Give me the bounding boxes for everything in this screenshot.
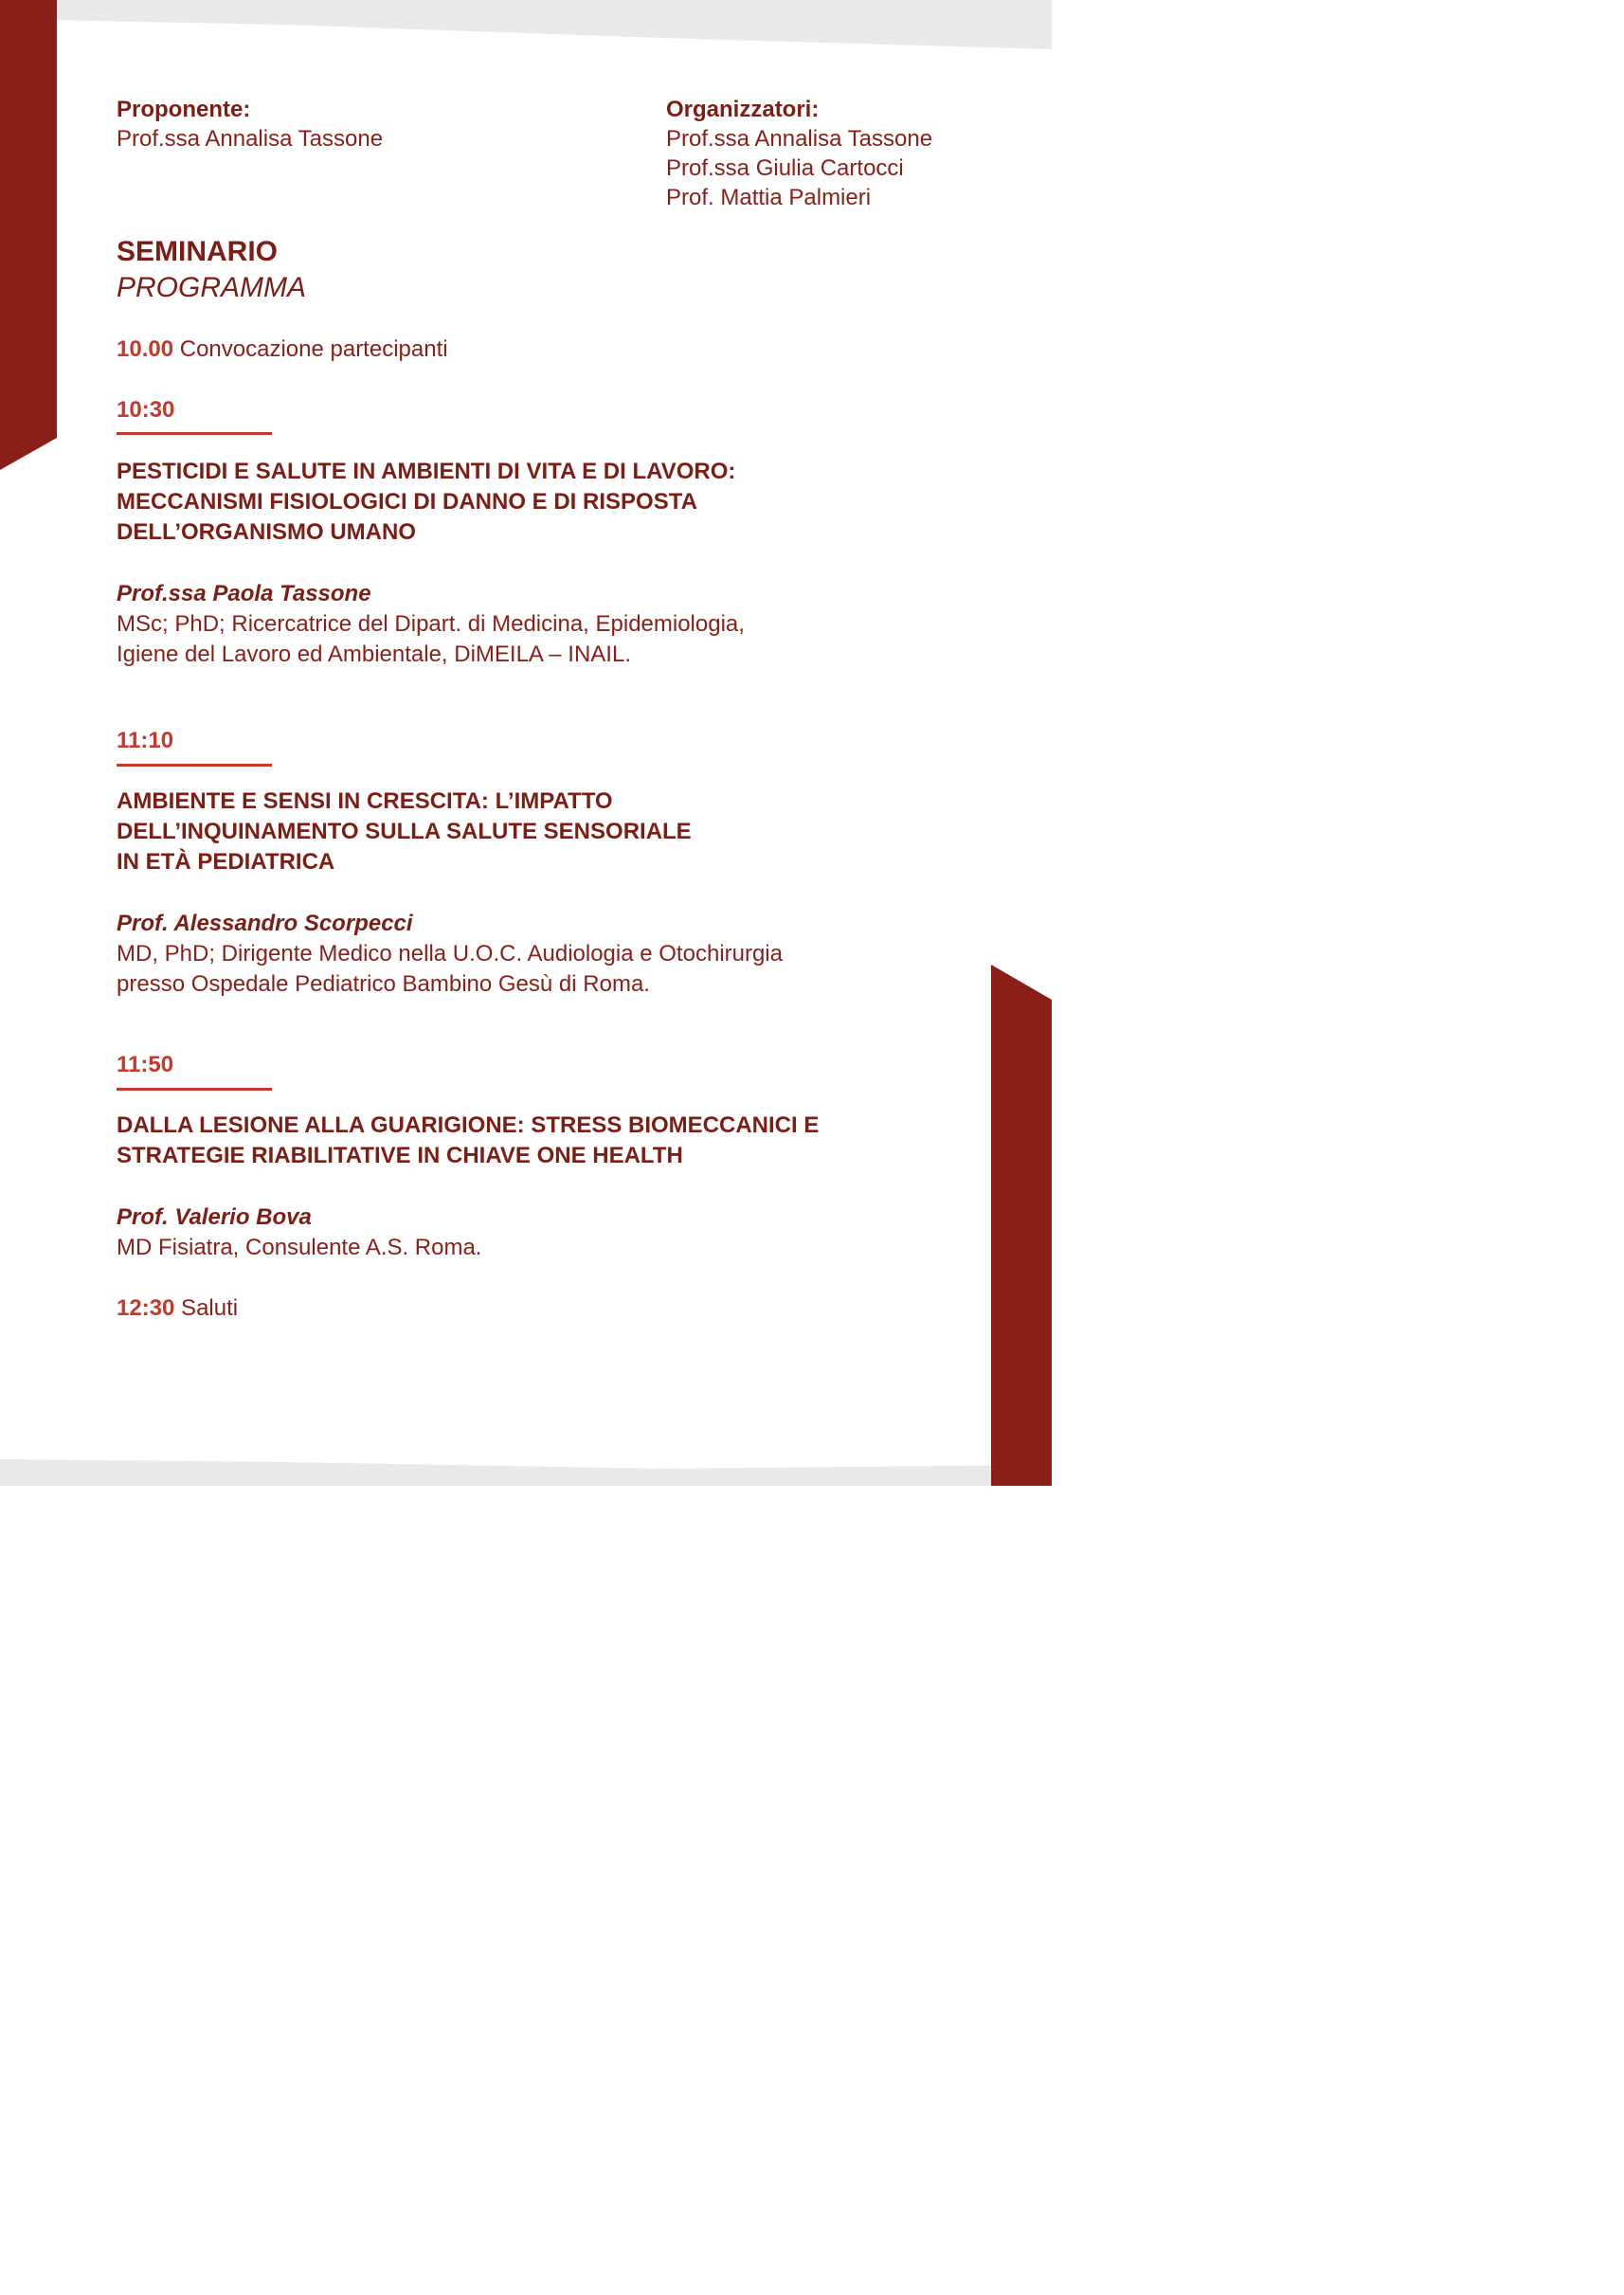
talk-3-title-line: DALLA LESIONE ALLA GUARIGIONE: STRESS BIOMECCANICI E bbox=[117, 1112, 820, 1138]
talk-1-bio bbox=[117, 609, 969, 670]
talk-2-bio-line: presso Ospedale Pediatrico Bambino Gesù di Roma. bbox=[117, 971, 650, 997]
opening-text: Convocazione partecipanti bbox=[173, 336, 448, 362]
section-title: SEMINARIO bbox=[117, 236, 279, 267]
talk-2-title-line: AMBIENTE E SENSI IN CRESCITA: L’IMPATTO bbox=[117, 788, 613, 814]
talk-1-title-line: DELL’ORGANISMO UMANO bbox=[117, 519, 416, 545]
section-subtitle: PROGRAMMA bbox=[117, 272, 307, 303]
talk-3-title-line: STRATEGIE RIABILITATIVE IN CHIAVE ONE HEALTH bbox=[117, 1143, 683, 1168]
closing-item bbox=[117, 1293, 238, 1323]
talk-2-time: 11:10 bbox=[117, 728, 174, 753]
organizzatore-1: Prof.ssa Annalisa Tassone bbox=[666, 126, 933, 152]
talk-3-speaker: Prof. Valerio Bova bbox=[117, 1204, 312, 1230]
closing-time: 12:30 bbox=[117, 1295, 175, 1321]
talk-2-speaker: Prof. Alessandro Scorpecci bbox=[117, 911, 413, 936]
organizzatore-3: Prof. Mattia Palmieri bbox=[666, 185, 872, 210]
proponente-label: Proponente: bbox=[117, 97, 251, 122]
talk-1-bio-line: Igiene del Lavoro ed Ambientale, DiMEILA – INAIL. bbox=[117, 642, 631, 667]
talk-3-bio-line: MD Fisiatra, Consulente A.S. Roma. bbox=[117, 1235, 482, 1260]
talk-3-divider bbox=[117, 1088, 272, 1091]
talk-2-title-line: DELL’INQUINAMENTO SULLA SALUTE SENSORIALE bbox=[117, 819, 692, 844]
talk-2-title bbox=[117, 786, 969, 877]
talk-1-title-line: MECCANISMI FISIOLOGICI DI DANNO E DI RISPOSTA bbox=[117, 489, 697, 515]
opening-time: 10.00 bbox=[117, 336, 174, 362]
talk-3-time: 11:50 bbox=[117, 1052, 174, 1077]
talk-1-divider bbox=[117, 432, 272, 435]
program-page bbox=[0, 0, 1052, 1486]
talk-2-divider bbox=[117, 764, 272, 767]
talk-3-title bbox=[117, 1111, 969, 1171]
organizzatore-2: Prof.ssa Giulia Cartocci bbox=[666, 155, 904, 181]
talk-1-title-line: PESTICIDI E SALUTE IN AMBIENTI DI VITA E DI LAVORO: bbox=[117, 459, 736, 484]
talk-2-title-line: IN ETÀ PEDIATRICA bbox=[117, 849, 335, 875]
closing-text: Saluti bbox=[174, 1295, 239, 1321]
opening-item bbox=[117, 334, 448, 364]
talk-1-speaker: Prof.ssa Paola Tassone bbox=[117, 581, 371, 606]
talk-1-bio-line: MSc; PhD; Ricercatrice del Dipart. di Medicina, Epidemiologia, bbox=[117, 611, 745, 637]
talk-3-bio bbox=[117, 1233, 969, 1263]
talk-1-time: 10:30 bbox=[117, 397, 175, 423]
talk-2-bio-line: MD, PhD; Dirigente Medico nella U.O.C. Audiologia e Otochirurgia bbox=[117, 941, 783, 967]
organizzatori-label: Organizzatori: bbox=[666, 97, 820, 122]
proponente-name: Prof.ssa Annalisa Tassone bbox=[117, 126, 384, 152]
talk-2-bio bbox=[117, 939, 969, 1000]
talk-1-title bbox=[117, 457, 969, 548]
